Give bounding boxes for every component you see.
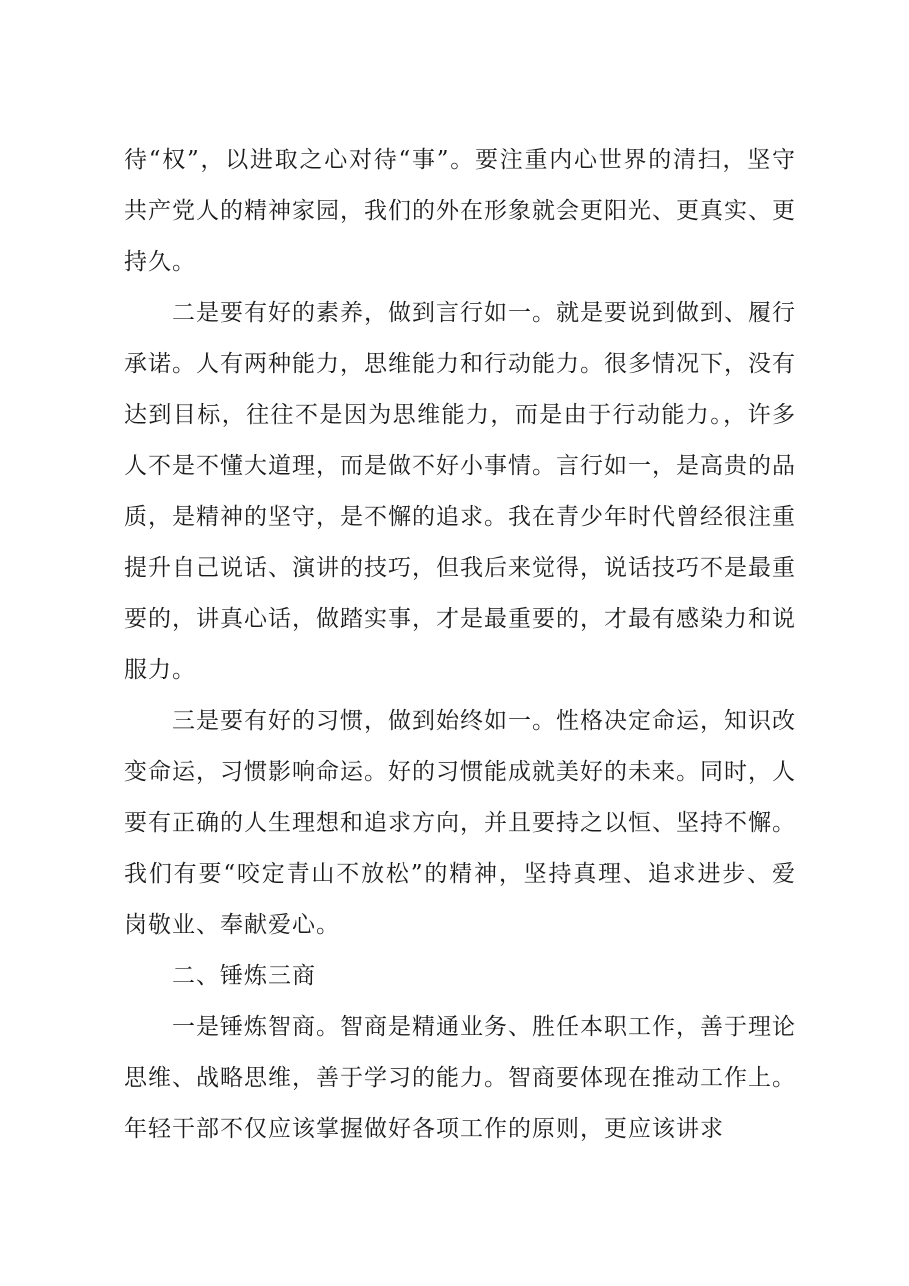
paragraph-intelligence: 一是锤炼智商。智商是精通业务、胜任本职工作，善于理论思维、战略思维，善于学习的能力。智商要体现在推动工作上。年轻干部不仅应该掌握做好各项工作的原则，更应该讲求 bbox=[124, 1014, 796, 1142]
paragraph-good-cultivation: 二是要有好的素养，做到言行如一。就是要说到做到、履行承诺。人有两种能力，思维能力和行动能力。很多情况下，没有达到目标，往往不是因为思维能力，而是由于行动能力。，许多人不是不懂大道理，而是做不好小事情。言行如一，是高贵的品质，是精神的坚守，是不懈的追求。我在青少年时代曾经很注重提升自己说话、演讲的技巧，但我后来觉得，说话技巧不是最重要的，讲真心话，做踏实事，才是最重要的，才最有感染力和说服力。 bbox=[124, 300, 796, 683]
paragraph-continuation: 待“权”，以进取之心对待“事”。要注重内心世界的清扫，坚守共产党人的精神家园，我们的外在形象就会更阳光、更真实、更持久。 bbox=[124, 147, 796, 275]
paragraph-good-habits: 三是要有好的习惯，做到始终如一。性格决定命运，知识改变命运，习惯影响命运。好的习惯能成就美好的未来。同时，人要有正确的人生理想和追求方向，并且要持之以恒、坚持不懈。我们有要“咬定青山不放松”的精神，坚持真理、追求进步、爱岗敬业、奉献爱心。 bbox=[124, 708, 796, 938]
document-body bbox=[124, 135, 796, 1155]
section-heading: 二、锤炼三商 bbox=[172, 963, 316, 989]
